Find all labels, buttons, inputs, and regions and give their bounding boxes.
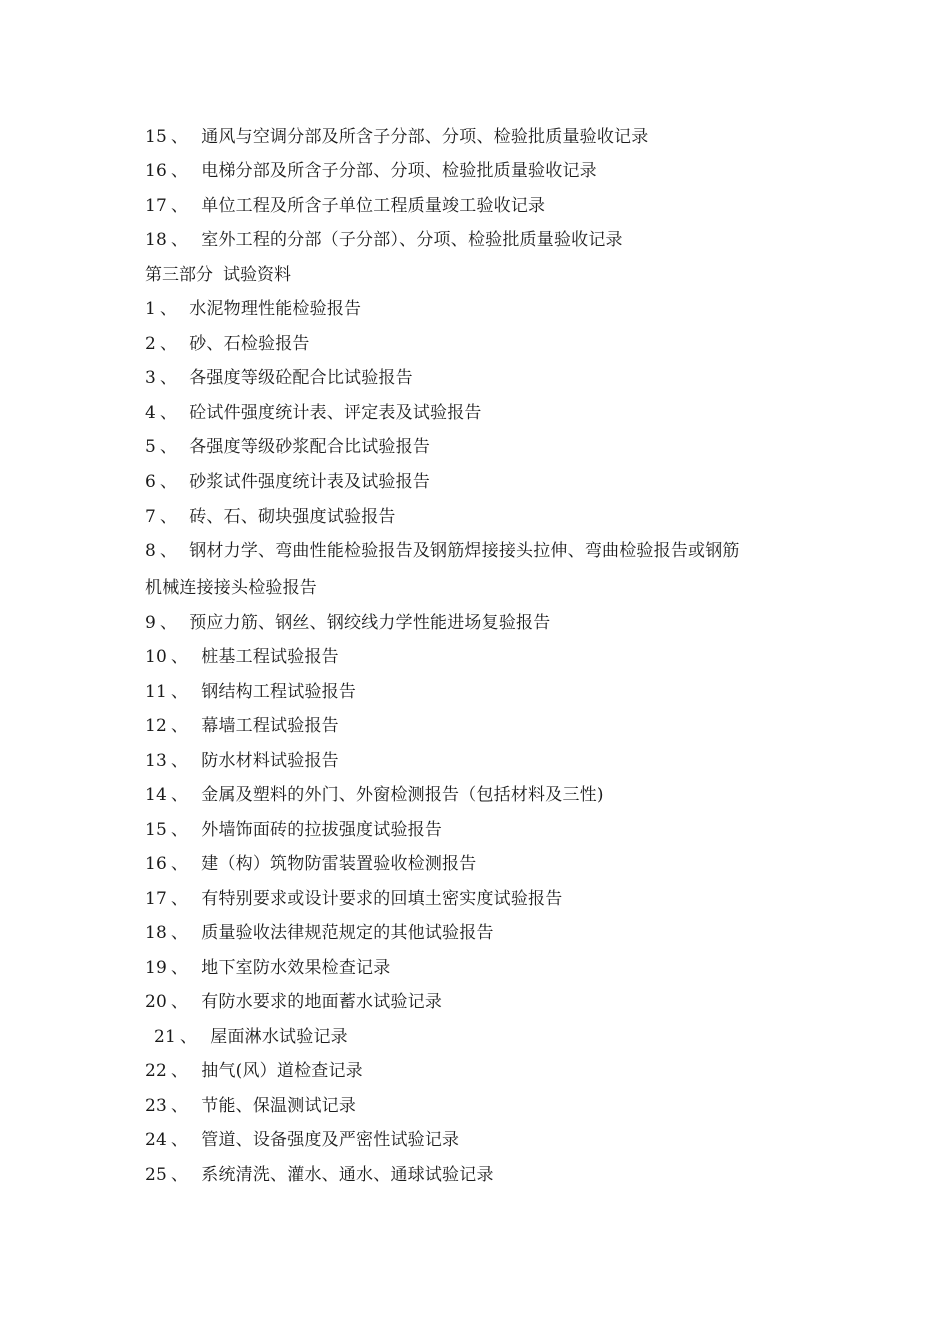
item-number: 15 [145, 127, 168, 147]
item-number: 22 [145, 1061, 168, 1081]
list-item [145, 957, 390, 979]
item-number: 12 [145, 716, 168, 736]
item-number: 16 [145, 854, 168, 874]
item-separator: 、 [171, 230, 189, 250]
item-separator: 、 [171, 1061, 189, 1081]
list-item [145, 646, 339, 668]
item-number: 23 [145, 1096, 168, 1116]
section-heading-part: 第三部分 [145, 265, 213, 285]
list-item [145, 436, 430, 458]
list-item [145, 333, 310, 355]
item-text: 建（构）筑物防雷装置验收检测报告 [201, 854, 477, 874]
item-number: 3 [145, 368, 157, 388]
list-item [145, 819, 442, 841]
item-separator: 、 [171, 1096, 189, 1116]
item-separator: 、 [160, 403, 178, 423]
item-text: 钢结构工程试验报告 [201, 682, 357, 702]
item-text: 通风与空调分部及所含子分部、分项、检验批质量验收记录 [201, 127, 649, 147]
list-item [145, 1164, 494, 1186]
list-item [145, 750, 339, 772]
item-separator: 、 [171, 1165, 189, 1185]
item-number: 7 [145, 507, 157, 527]
item-number: 18 [145, 230, 168, 250]
section-heading [145, 264, 291, 286]
item-separator: 、 [171, 820, 189, 840]
list-item [145, 471, 430, 493]
item-text: 有特别要求或设计要求的回填土密实度试验报告 [201, 889, 563, 909]
item-separator: 、 [171, 1130, 189, 1150]
item-number: 10 [145, 647, 168, 667]
item-text: 管道、设备强度及严密性试验记录 [201, 1130, 460, 1150]
list-item [145, 298, 361, 320]
item-number: 17 [145, 196, 168, 216]
item-text: 单位工程及所含子单位工程质量竣工验收记录 [201, 196, 546, 216]
item-number: 15 [145, 820, 168, 840]
item-text: 各强度等级砼配合比试验报告 [189, 368, 413, 388]
item-text: 金属及塑料的外门、外窗检测报告（包括材料及三性) [201, 785, 604, 805]
item-text: 砂浆试件强度统计表及试验报告 [189, 472, 431, 492]
list-item [145, 922, 494, 944]
list-item [145, 402, 482, 424]
item-separator: 、 [171, 854, 189, 874]
item-number: 14 [145, 785, 168, 805]
item-separator: 、 [180, 1027, 198, 1047]
item-text: 系统清洗、灌水、通水、通球试验记录 [201, 1165, 494, 1185]
item-separator: 、 [171, 958, 189, 978]
list-item [145, 1129, 459, 1151]
item-separator: 、 [160, 334, 178, 354]
item-number: 6 [145, 472, 157, 492]
item-separator: 、 [171, 716, 189, 736]
item-separator: 、 [171, 751, 189, 771]
item-separator: 、 [160, 613, 178, 633]
item-text: 抽气(风）道检查记录 [201, 1061, 363, 1081]
item-text: 防水材料试验报告 [201, 751, 339, 771]
item-separator: 、 [171, 196, 189, 216]
item-text: 预应力筋、钢丝、钢绞线力学性能进场复验报告 [189, 613, 551, 633]
item-number: 18 [145, 923, 168, 943]
item-number: 13 [145, 751, 168, 771]
item-number: 8 [145, 541, 157, 561]
item-number: 21 [154, 1027, 177, 1047]
list-item [145, 540, 740, 562]
item-separator: 、 [160, 541, 178, 561]
item-text: 水泥物理性能检验报告 [189, 299, 362, 319]
item-separator: 、 [171, 785, 189, 805]
item-separator: 、 [171, 682, 189, 702]
item-text: 节能、保温测试记录 [201, 1096, 357, 1116]
list-item [145, 367, 413, 389]
list-item [145, 681, 356, 703]
item-number: 20 [145, 992, 168, 1012]
item-text: 质量验收法律规范规定的其他试验报告 [201, 923, 494, 943]
item-separator: 、 [160, 368, 178, 388]
item-text: 钢材力学、弯曲性能检验报告及钢筋焊接接头拉伸、弯曲检验报告或钢筋 [189, 541, 740, 561]
item-text: 屋面淋水试验记录 [210, 1027, 348, 1047]
list-item [145, 612, 550, 634]
list-item [145, 784, 604, 806]
section-heading-title: 试验资料 [223, 265, 291, 285]
item-text: 各强度等级砂浆配合比试验报告 [189, 437, 431, 457]
item-number: 5 [145, 437, 157, 457]
list-item [145, 126, 648, 148]
item-separator: 、 [160, 299, 178, 319]
list-item [145, 715, 339, 737]
item-text: 有防水要求的地面蓄水试验记录 [201, 992, 443, 1012]
list-item [154, 1026, 348, 1048]
item-number: 9 [145, 613, 157, 633]
item-number: 16 [145, 161, 168, 181]
item-number: 11 [145, 682, 168, 702]
item-text: 地下室防水效果检查记录 [201, 958, 391, 978]
item-number: 4 [145, 403, 157, 423]
list-item [145, 506, 396, 528]
item-text: 砂、石检验报告 [189, 334, 310, 354]
item-separator: 、 [171, 647, 189, 667]
list-item [145, 195, 545, 217]
item-separator: 、 [171, 992, 189, 1012]
item-separator: 、 [160, 472, 178, 492]
item-text: 桩基工程试验报告 [201, 647, 339, 667]
list-item-continuation [145, 577, 317, 599]
item-text: 砼试件强度统计表、评定表及试验报告 [189, 403, 482, 423]
item-text: 电梯分部及所含子分部、分项、检验批质量验收记录 [201, 161, 597, 181]
list-item [145, 160, 597, 182]
item-number: 25 [145, 1165, 168, 1185]
item-separator: 、 [171, 161, 189, 181]
item-number: 2 [145, 334, 157, 354]
item-separator: 、 [160, 507, 178, 527]
list-item [145, 991, 442, 1013]
list-item [145, 853, 476, 875]
item-number: 1 [145, 299, 157, 319]
item-number: 19 [145, 958, 168, 978]
list-item [145, 1060, 363, 1082]
list-item [145, 888, 562, 910]
item-text: 室外工程的分部（子分部）、分项、检验批质量验收记录 [201, 230, 623, 250]
item-text: 外墙饰面砖的拉拔强度试验报告 [201, 820, 443, 840]
item-number: 17 [145, 889, 168, 909]
item-text: 砖、石、砌块强度试验报告 [189, 507, 396, 527]
item-separator: 、 [171, 127, 189, 147]
list-item [145, 1095, 356, 1117]
item-text-continuation: 机械连接接头检验报告 [145, 578, 317, 598]
item-separator: 、 [171, 923, 189, 943]
item-text: 幕墙工程试验报告 [201, 716, 339, 736]
item-separator: 、 [160, 437, 178, 457]
item-number: 24 [145, 1130, 168, 1150]
list-item [145, 229, 623, 251]
item-separator: 、 [171, 889, 189, 909]
